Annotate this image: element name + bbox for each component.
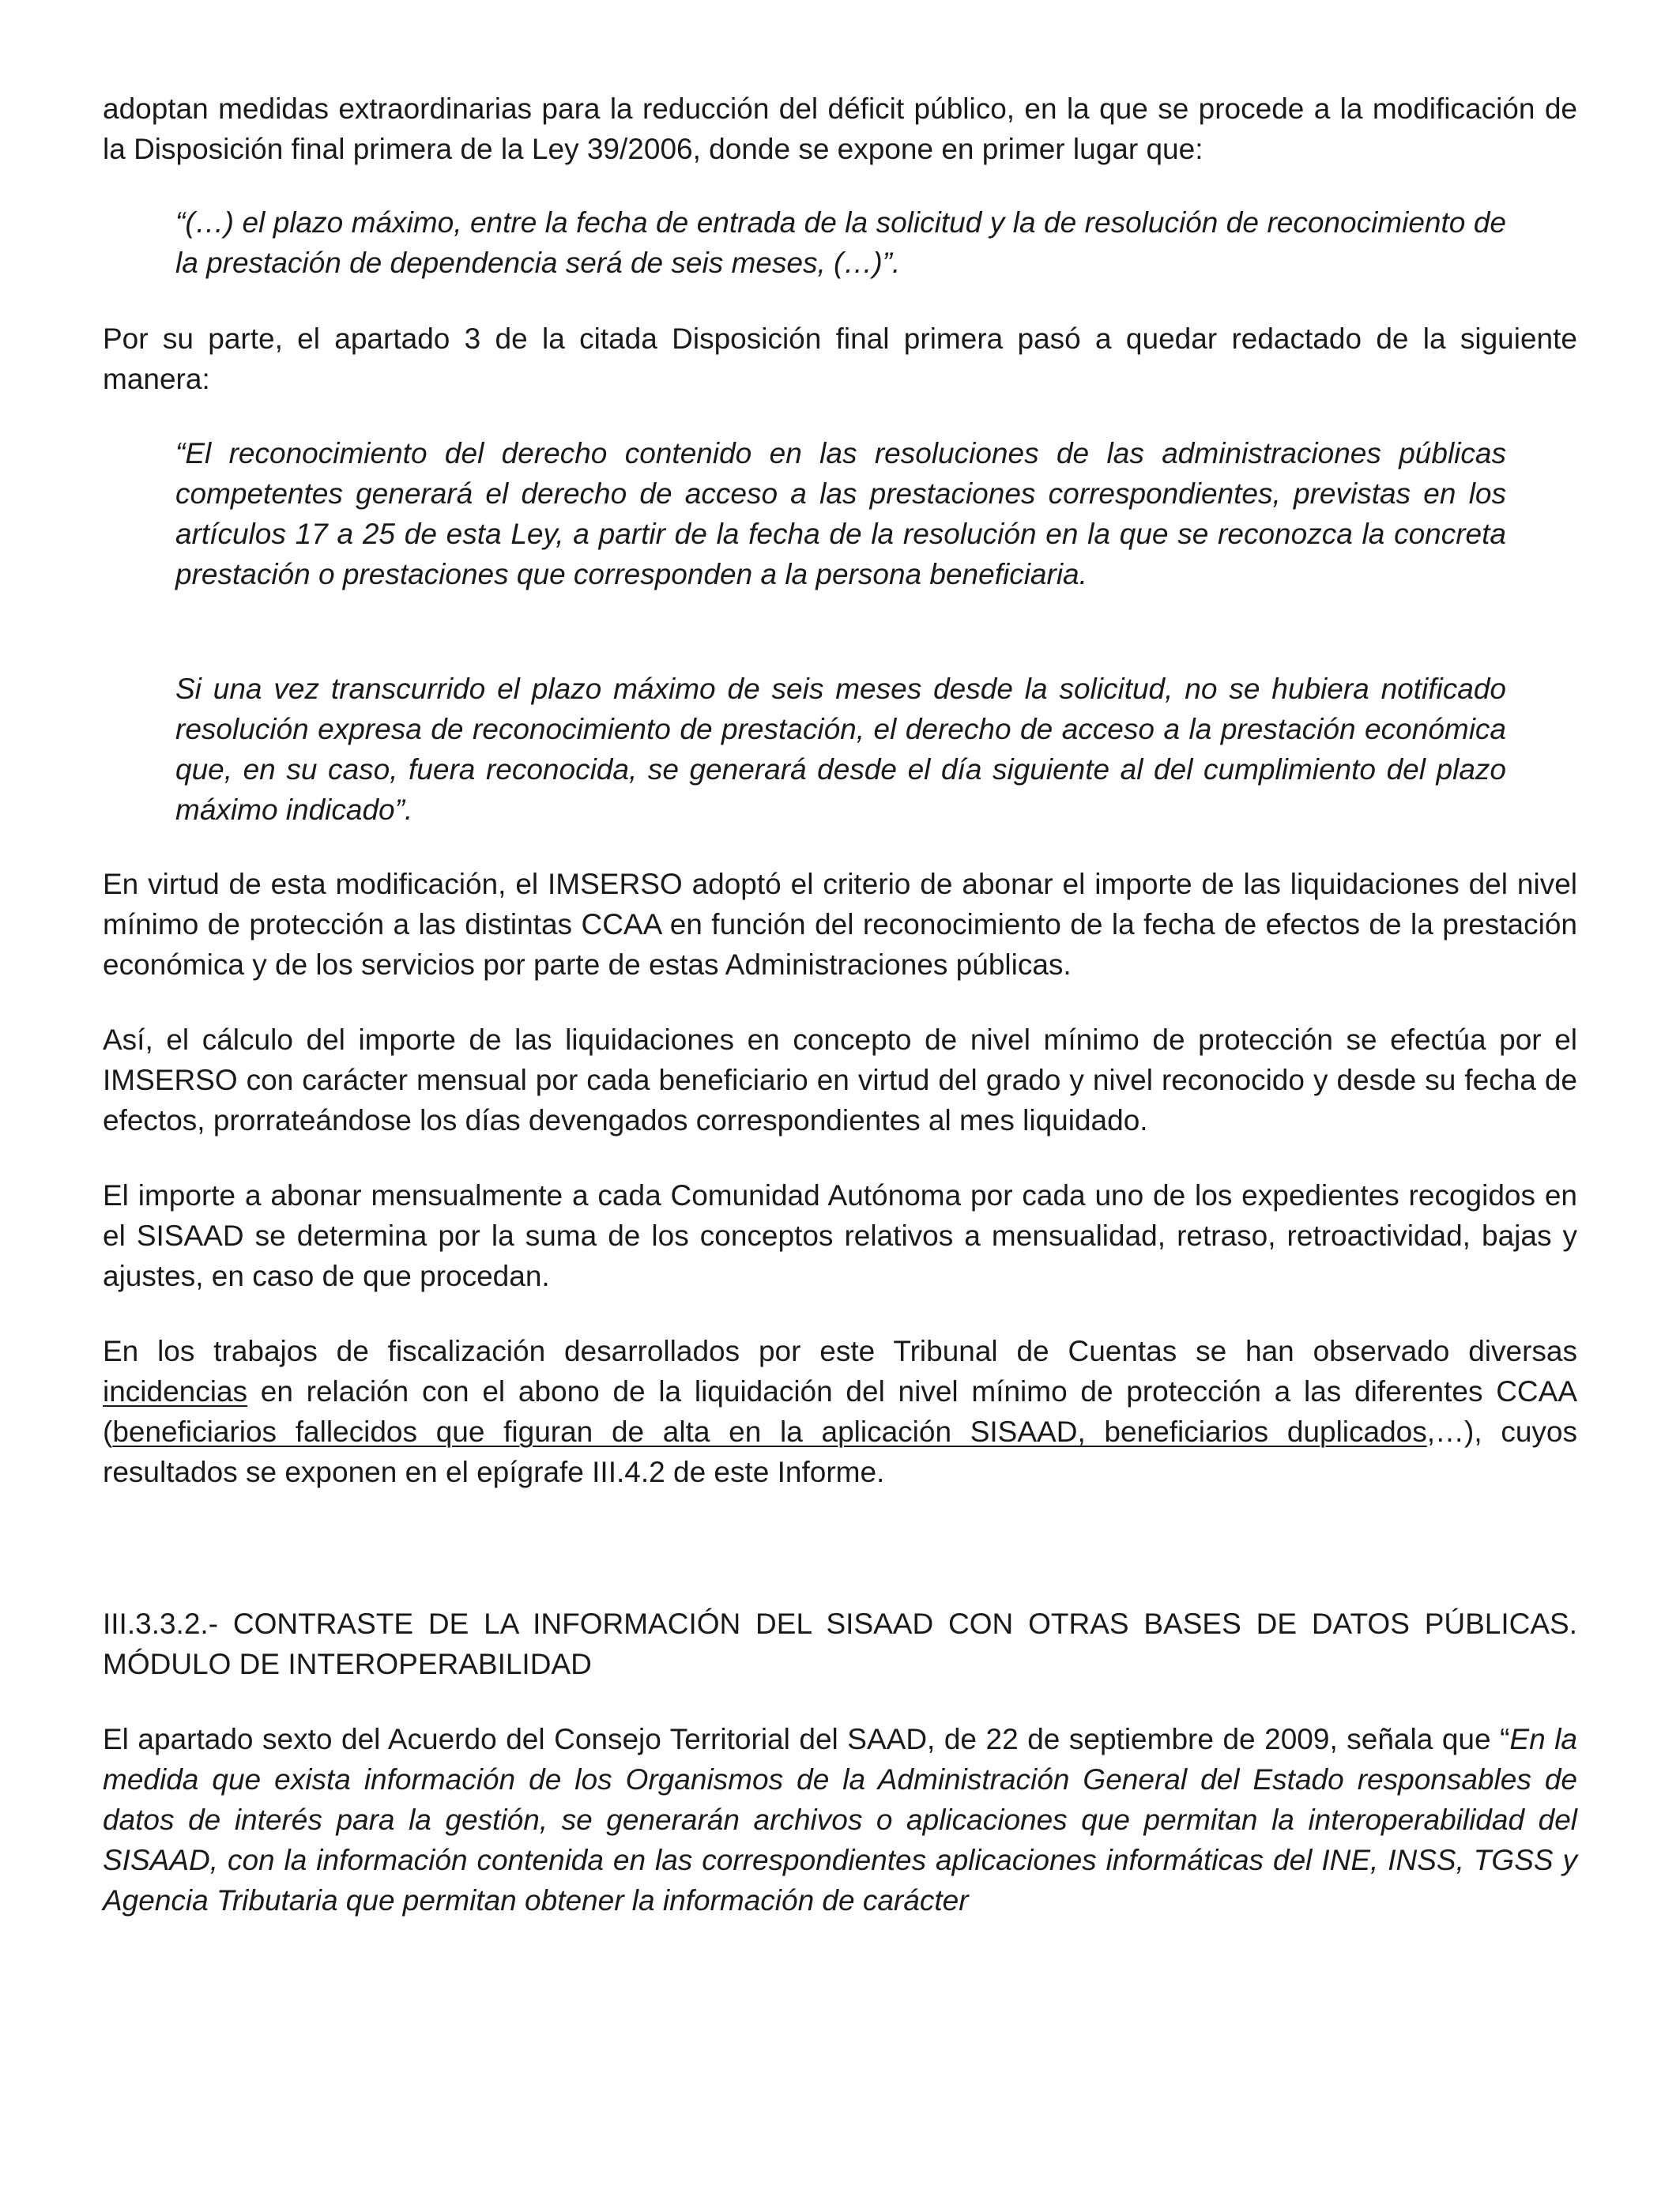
apartado-sexto-italic: En la medida que exista información de los Organismos de la Administración General del Estado responsables de datos de interés para la gestión, se generarán archivos o aplicaciones que permitan la interoperabilidad del SISAAD, con la información contenida en las correspondientes aplicaciones informáticas del INE, INSS, TGSS y Agencia Tributaria que permitan obtener la información de carácter xyxy=(103,1723,1577,1917)
paragraph-calculo-importe: Así, el cálculo del importe de las liquidaciones en concepto de nivel mínimo de protección se efectúa por el IMSERSO con carácter mensual por cada beneficiario en virtud del grado y nivel reconocido y desde su fecha de efectos, prorrateándose los días devengados correspondientes al mes liquidado. xyxy=(103,1023,1577,1137)
quote-reconocimiento: “El reconocimiento del derecho contenido en las resoluciones de las administraciones públicas competentes generará el derecho de acceso a las prestaciones correspondientes, previstas en los artículos 17 a 25 de esta Ley, a partir de la fecha de la resolución en la que se reconozca la concreta prestación o prestaciones que corresponden a la persona beneficiaria. xyxy=(175,437,1506,590)
section-heading: III.3.3.2.- CONTRASTE DE LA INFORMACIÓN DEL SISAAD CON OTRAS BASES DE DATOS PÚBLICAS. MÓDULO DE INTEROPERABILIDAD xyxy=(103,1608,1577,1680)
quote-plazo-seis-meses: Si una vez transcurrido el plazo máximo de seis meses desde la solicitud, no se hubiera notificado resolución expresa de reconocimiento de prestación, el derecho de acceso a la prestación económica que, en su caso, fuera reconocida, se generará desde el día siguiente al del cumplimiento del plazo máximo indicado”. xyxy=(175,673,1506,826)
incidencias-underlined: incidencias xyxy=(103,1375,248,1408)
apartado-sexto-text: El apartado sexto del Acuerdo del Consejo Territorial del SAAD, de 22 de septiembre de 2009, señala que “ xyxy=(103,1723,1510,1755)
paragraph-intro: adoptan medidas extraordinarias para la reducción del déficit público, en la que se procede a la modificación de la Disposición final primera de la Ley 39/2006, donde se expone en primer lugar que: xyxy=(103,92,1577,165)
paragraph-apartado-3: Por su parte, el apartado 3 de la citada Disposición final primera pasó a quedar redactado de la siguiente manera: xyxy=(103,322,1577,395)
incidencias-text-1: En los trabajos de fiscalización desarrollados por este Tribunal de Cuentas se han observado diversas xyxy=(103,1335,1577,1367)
beneficiarios-underlined: beneficiarios fallecidos que figuran de alta en la aplicación SISAAD, beneficiarios duplicados xyxy=(112,1416,1427,1448)
paragraph-importe-mensual: El importe a abonar mensualmente a cada Comunidad Autónoma por cada uno de los expedientes recogidos en el SISAAD se determina por la suma de los conceptos relativos a mensualidad, retraso, retroactividad, bajas y ajustes, en caso de que procedan. xyxy=(103,1179,1577,1292)
paragraph-incidencias xyxy=(103,1331,1577,1492)
incidencias-text-3: ,…), cuyos resultados se exponen en el epígrafe III.4.2 de este Informe. xyxy=(103,1416,1577,1488)
quote-plazo-maximo: “(…) el plazo máximo, entre la fecha de entrada de la solicitud y la de resolución de reconocimiento de la prestación de dependencia será de seis meses, (…)”. xyxy=(175,206,1506,279)
paragraph-apartado-sexto xyxy=(103,1719,1577,1921)
paragraph-imserso-criterio: En virtud de esta modificación, el IMSERSO adoptó el criterio de abonar el importe de las liquidaciones del nivel mínimo de protección a las distintas CCAA en función del reconocimiento de la fecha de efectos de la prestación económica y de los servicios por parte de estas Administraciones públicas. xyxy=(103,868,1577,981)
incidencias-text-2: en relación con el abono de la liquidación del nivel mínimo de protección a las diferentes CCAA ( xyxy=(103,1375,1577,1448)
